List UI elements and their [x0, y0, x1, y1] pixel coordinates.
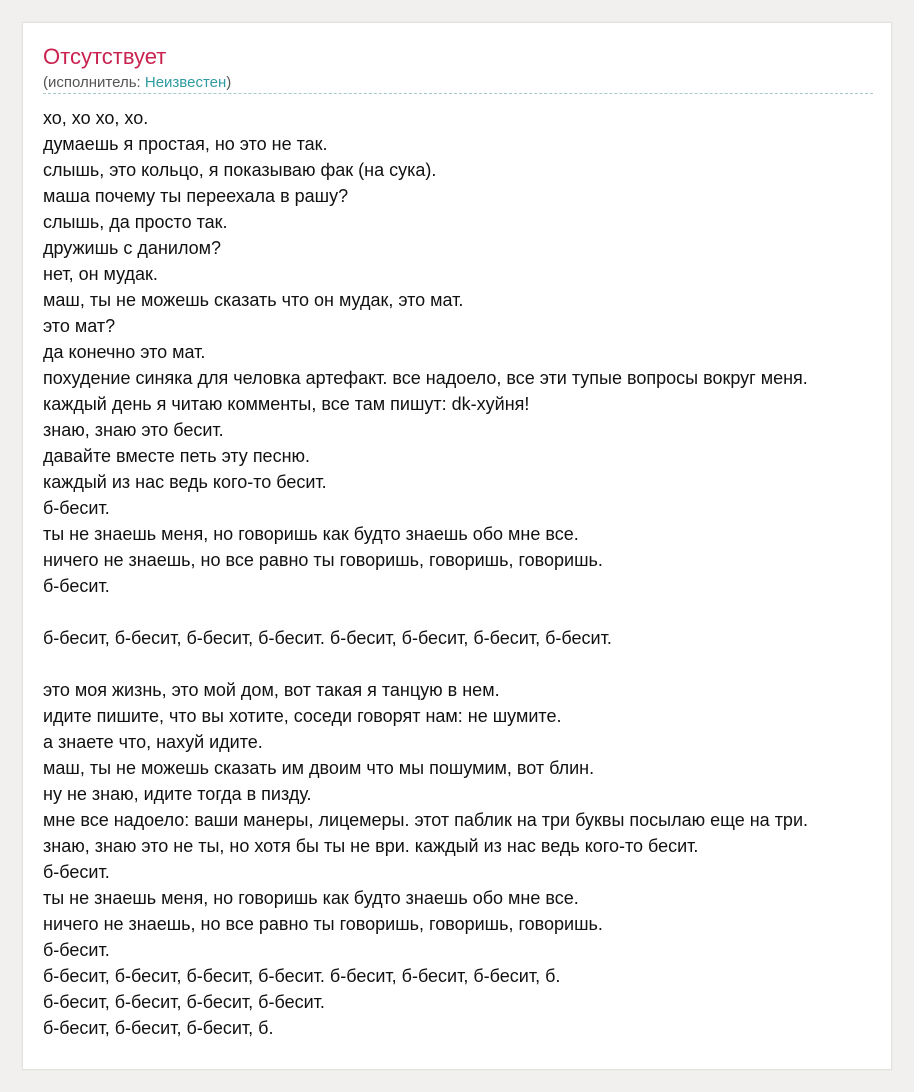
lyric-line: нет, он мудак.: [43, 264, 158, 284]
lyric-line: маш, ты не можешь сказать им двоим что мы пошумим, вот блин.: [43, 758, 595, 778]
lyric-line: б-бесит, б-бесит, б-бесит, б.: [43, 1018, 274, 1038]
artist-prefix: (исполнитель:: [43, 74, 145, 91]
lyric-blank-line: [43, 599, 903, 625]
lyric-line: ничего не знаешь, но все равно ты говоришь, говоришь, говоришь.: [43, 914, 603, 934]
lyric-line: б-бесит.: [43, 940, 110, 960]
lyric-line: дружишь с данилом?: [43, 238, 222, 258]
lyrics-card: [22, 22, 892, 1070]
lyric-line: каждый день я читаю комменты, все там пишут: dk-хуйня!: [43, 394, 530, 414]
lyric-line: слышь, это кольцо, я показываю фак (на сука).: [43, 160, 437, 180]
lyric-blank-line: [43, 651, 903, 677]
lyric-line: ты не знаешь меня, но говоришь как будто знаешь обо мне все.: [43, 888, 579, 908]
lyric-line: знаю, знаю это не ты, но хотя бы ты не ври. каждый из нас ведь кого-то бесит.: [43, 836, 699, 856]
lyric-line: хо, хо хо, хо.: [43, 108, 149, 128]
lyric-line: идите пишите, что вы хотите, соседи говорят нам: не шумите.: [43, 706, 562, 726]
artist-line: [43, 74, 231, 92]
artist-suffix: ): [226, 74, 232, 91]
lyric-line: давайте вместе петь эту песню.: [43, 446, 311, 466]
lyric-line: маш, ты не можешь сказать что он мудак, это мат.: [43, 290, 464, 310]
lyric-line: б-бесит.: [43, 862, 110, 882]
lyric-line: похудение синяка для человка артефакт. все надоело, все эти тупые вопросы вокруг меня.: [43, 368, 808, 388]
artist-link[interactable]: Неизвестен: [144, 74, 227, 91]
lyric-line: слышь, да просто так.: [43, 212, 228, 232]
lyrics-text: [43, 105, 903, 1041]
lyric-line: б-бесит.: [43, 498, 110, 518]
lyric-line: да конечно это мат.: [43, 342, 206, 362]
lyric-line: ничего не знаешь, но все равно ты говоришь, говоришь, говоришь.: [43, 550, 603, 570]
lyric-line: а знаете что, нахуй идите.: [43, 732, 263, 752]
lyric-line: каждый из нас ведь кого-то бесит.: [43, 472, 327, 492]
dashed-divider: [43, 93, 873, 94]
lyric-line: знаю, знаю это бесит.: [43, 420, 224, 440]
lyric-line: это мат?: [43, 316, 116, 336]
lyric-line: ну не знаю, идите тогда в пизду.: [43, 784, 312, 804]
lyric-line: мне все надоело: ваши манеры, лицемеры. этот паблик на три буквы посылаю еще на три.: [43, 810, 808, 830]
song-title: Отсутствует: [43, 44, 167, 69]
lyric-line: ты не знаешь меня, но говоришь как будто знаешь обо мне все.: [43, 524, 579, 544]
lyric-line: б-бесит, б-бесит, б-бесит, б-бесит.: [43, 992, 325, 1012]
lyric-line: б-бесит.: [43, 576, 110, 596]
lyric-line: маша почему ты переехала в рашу?: [43, 186, 349, 206]
lyric-line: думаешь я простая, но это не так.: [43, 134, 328, 154]
lyric-line: это моя жизнь, это мой дом, вот такая я танцую в нем.: [43, 680, 500, 700]
lyric-line: б-бесит, б-бесит, б-бесит, б-бесит. б-бесит, б-бесит, б-бесит, б-бесит.: [43, 628, 612, 648]
lyric-line: б-бесит, б-бесит, б-бесит, б-бесит. б-бесит, б-бесит, б-бесит, б.: [43, 966, 561, 986]
